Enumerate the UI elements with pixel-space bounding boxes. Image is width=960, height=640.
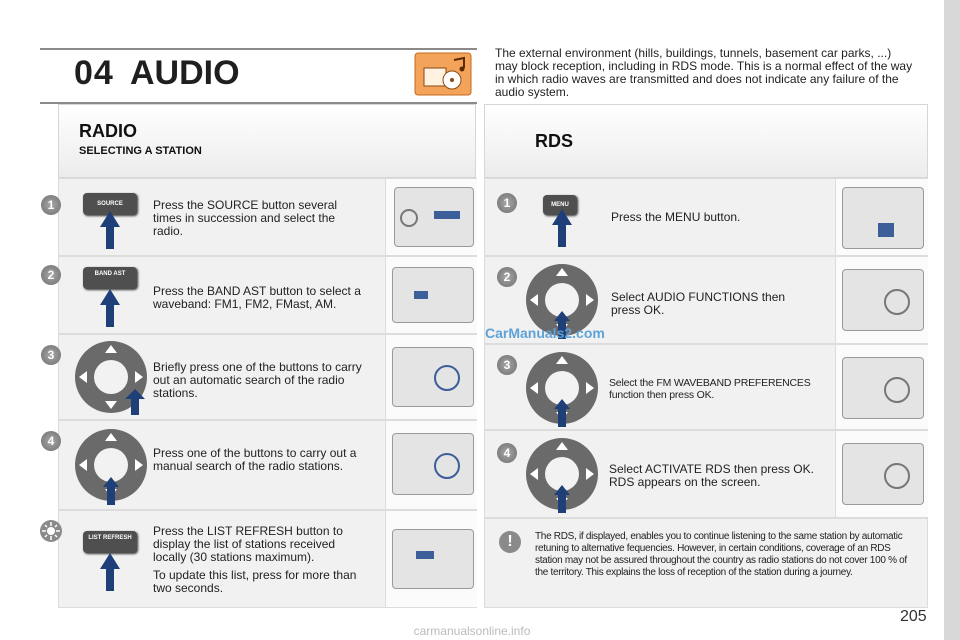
audio-chapter-icon xyxy=(414,52,472,96)
step-text: Press one of the buttons to carry out a manual search of the radio stations. xyxy=(153,446,357,473)
direction-pad-icon xyxy=(71,425,151,507)
step-text: Select the FM WAVEBAND PREFERENCES function then press OK. xyxy=(609,377,811,401)
radio-step-list-refresh xyxy=(58,510,477,608)
step-text: Select AUDIO FUNCTIONS then press OK. xyxy=(611,290,786,317)
rds-note-box xyxy=(484,518,928,608)
radio-title: RADIO xyxy=(79,121,137,141)
rds-note-text: The RDS, if displayed, enables you to continue listening to the same station by automatic retuning to alternative fequencies. However, in certain conditions, coverage of an RDS station may not be assured throughout the country as radio stations do not cover 100 % of the territory. This explains the loss of reception of the station during a journey. xyxy=(535,531,907,578)
tip-sun-icon xyxy=(39,519,63,543)
press-arrow-icon xyxy=(551,207,573,249)
step-text: Press the SOURCE button several times in succession and select the radio. xyxy=(153,198,338,238)
step-number: 2 xyxy=(497,267,517,287)
step-text: Press the LIST REFRESH button to display the list of stations received locally (30 stations maximum). xyxy=(153,524,343,564)
rds-step-3 xyxy=(484,344,928,430)
rds-step-1 xyxy=(484,178,928,256)
step-number: 1 xyxy=(41,195,61,215)
rds-step-4 xyxy=(484,430,928,518)
step-number: 1 xyxy=(497,193,517,213)
step-number: 2 xyxy=(41,265,61,285)
rds-title: RDS xyxy=(535,131,574,151)
source-button-icon: SOURCE xyxy=(83,193,137,215)
rds-section-header xyxy=(484,104,928,178)
step-text-secondary: To update this list, press for more than two seconds. xyxy=(153,568,357,595)
radio-panel-image xyxy=(385,421,477,509)
rds-panel-image xyxy=(835,345,928,429)
step-number: 4 xyxy=(41,431,61,451)
radio-step-1 xyxy=(47,178,477,256)
radio-panel-image xyxy=(385,179,477,255)
watermark-text: CarManuals2.com xyxy=(485,325,605,341)
rds-panel-image xyxy=(835,179,928,255)
step-number: 4 xyxy=(497,443,517,463)
step-number: 3 xyxy=(41,345,61,365)
step-text: Select ACTIVATE RDS then press OK. RDS appears on the screen. xyxy=(609,462,814,489)
radio-step-3 xyxy=(47,334,477,420)
rds-panel-image xyxy=(835,431,928,517)
direction-pad-icon xyxy=(71,339,151,417)
chapter-number: 04 xyxy=(74,54,114,92)
step-text: Briefly press one of the buttons to carry out an automatic search of the radio stations. xyxy=(153,360,362,400)
radio-section-header xyxy=(58,104,476,178)
band-ast-button-icon: BAND AST xyxy=(83,267,137,289)
menu-button-icon: MENU xyxy=(543,195,577,215)
rds-panel-image xyxy=(835,257,928,343)
intro-paragraph: The external environment (hills, buildings, tunnels, basement car parks, ...) may block reception, including in RDS mode. This is a normal effect of the way in which radio waves are transmitted and does not indicate any failure of the audio system. xyxy=(495,46,913,99)
radio-subtitle: SELECTING A STATION xyxy=(79,145,202,157)
page-number: 205 xyxy=(900,608,927,625)
radio-panel-image xyxy=(385,511,477,607)
list-refresh-button-icon: LIST REFRESH xyxy=(83,531,137,553)
footer-watermark: carmanualsonline.info xyxy=(413,624,531,638)
radio-step-2 xyxy=(47,256,477,334)
direction-pad-icon xyxy=(523,349,601,427)
radio-panel-image xyxy=(385,335,477,419)
step-text: Press the BAND AST button to select a waveband: FM1, FM2, FMast, AM. xyxy=(153,284,361,311)
press-arrow-icon xyxy=(99,551,121,593)
chapter-title: AUDIO xyxy=(130,54,240,92)
step-number: 3 xyxy=(497,355,517,375)
radio-panel-image xyxy=(385,257,477,333)
press-arrow-icon xyxy=(99,209,121,251)
step-text: Press the MENU button. xyxy=(611,210,741,224)
press-arrow-icon xyxy=(99,287,121,329)
radio-step-4 xyxy=(47,420,477,510)
warning-exclamation-icon: ! xyxy=(499,531,521,553)
page-edge-strip xyxy=(944,0,960,640)
direction-pad-icon xyxy=(523,435,601,513)
